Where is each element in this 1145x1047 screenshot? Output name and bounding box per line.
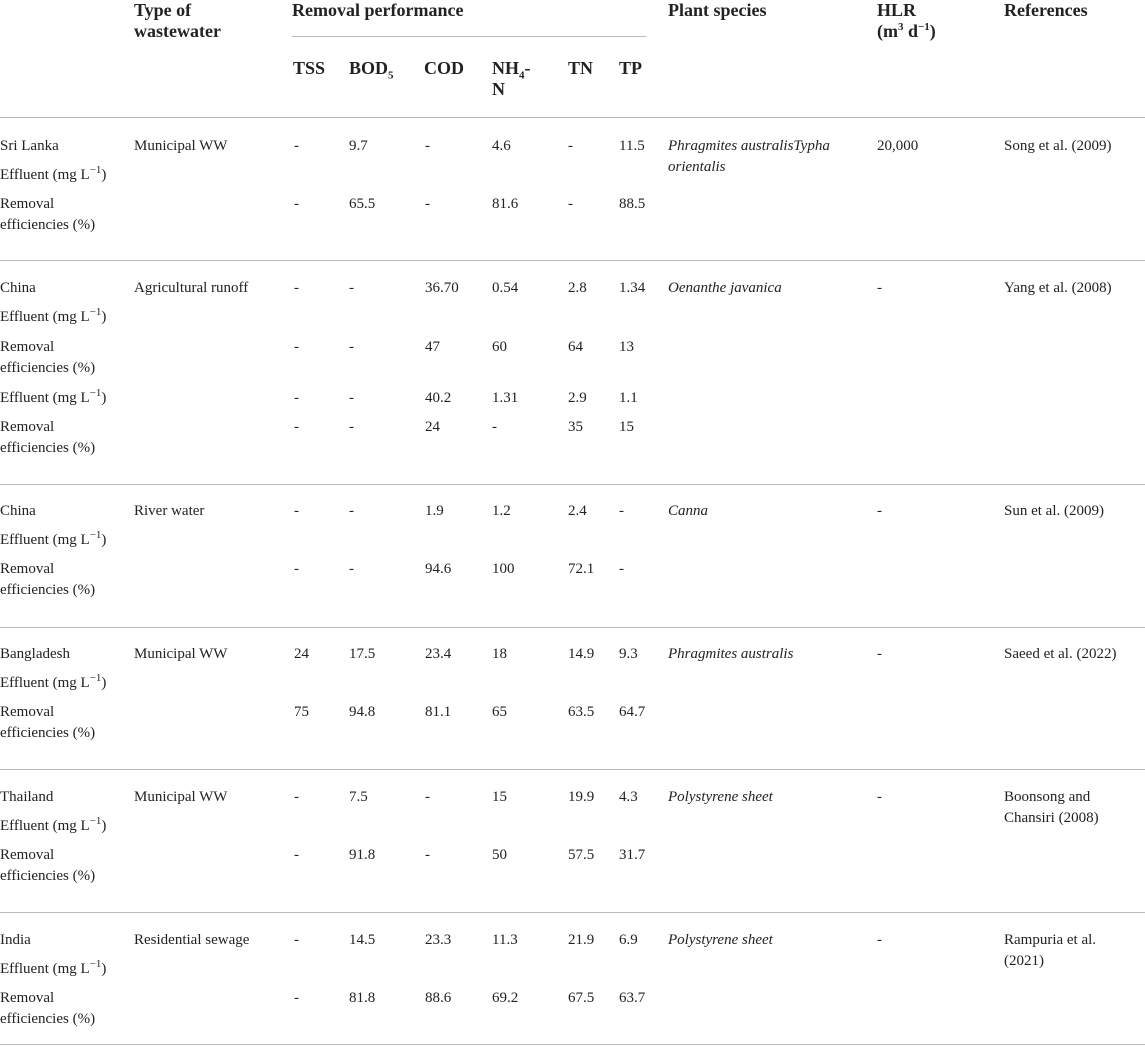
value-cell: 94.6	[425, 561, 452, 577]
value-cell: 64	[568, 339, 583, 355]
value-cell: 63.7	[619, 990, 646, 1006]
value-cell: 91.8	[349, 847, 376, 863]
value-cell: -	[349, 561, 354, 577]
value-cell: -	[425, 138, 430, 154]
removal-label	[0, 337, 95, 379]
removal-label	[0, 702, 95, 744]
value-cell: 15	[619, 419, 634, 435]
country-label: India	[0, 932, 31, 948]
removal-label	[0, 194, 95, 236]
value-cell: 13	[619, 339, 634, 355]
superscript: −1	[89, 387, 102, 399]
header-plant-species: Plant species	[668, 0, 767, 20]
value-cell: 36.70	[425, 280, 459, 296]
wastewater-type: Agricultural runoff	[134, 280, 249, 296]
group-rule	[0, 627, 1145, 628]
wastewater-type: Municipal WW	[134, 138, 228, 154]
superscript: −1	[89, 306, 102, 318]
value-cell: 2.9	[568, 390, 587, 406]
reference: Song et al. (2009)	[1004, 138, 1112, 154]
effluent-label	[0, 165, 106, 186]
reference: Rampuria et al. (2021)	[1004, 932, 1097, 969]
effluent-label	[0, 959, 106, 980]
effluent-close: )	[101, 961, 107, 977]
header-nh4n: $NH_4-$ N	[492, 58, 531, 99]
value-cell: -	[294, 138, 299, 154]
effluent-text: Effluent (mg L	[0, 961, 90, 977]
country-label: China	[0, 280, 36, 296]
effluent-label	[0, 530, 106, 551]
hlr-value: 20,000	[877, 138, 919, 154]
header-bod5: $BOD_5$	[349, 58, 394, 82]
value-cell: -	[619, 503, 624, 519]
value-cell: -	[294, 847, 299, 863]
group-rule	[0, 912, 1145, 913]
removal-text-2: efficiencies (%)	[0, 868, 96, 884]
value-cell: -	[349, 280, 354, 296]
hlr-value: -	[877, 932, 882, 948]
country-label: Thailand	[0, 789, 54, 805]
value-cell: 63.5	[568, 704, 595, 720]
effluent-label	[0, 388, 106, 409]
value-cell: 23.4	[425, 646, 452, 662]
superscript: −1	[89, 672, 102, 684]
value-cell: 23.3	[425, 932, 452, 948]
value-cell: 60	[492, 339, 507, 355]
value-cell: 94.8	[349, 704, 376, 720]
value-cell: -	[294, 561, 299, 577]
group-rule	[0, 484, 1145, 485]
removal-text-2: efficiencies (%)	[0, 725, 96, 741]
value-cell: 24	[294, 646, 309, 662]
value-cell: 21.9	[568, 932, 595, 948]
removal-text: Removal	[0, 561, 55, 577]
value-cell: 11.5	[619, 138, 645, 154]
value-cell: -	[349, 390, 354, 406]
header-tn: TN	[568, 58, 594, 78]
wastewater-type: Residential sewage	[134, 932, 250, 948]
value-cell: 75	[294, 704, 309, 720]
hlr-value: -	[877, 646, 882, 662]
value-cell: 65.5	[349, 196, 376, 212]
effluent-text: Effluent (mg L	[0, 309, 90, 325]
value-cell: -	[425, 196, 430, 212]
superscript: −1	[89, 529, 102, 541]
effluent-close: )	[101, 390, 107, 406]
plant-species: Canna	[668, 503, 709, 519]
value-cell: -	[294, 390, 299, 406]
removal-text: Removal	[0, 704, 55, 720]
value-cell: 1.34	[619, 280, 646, 296]
plant-species: Oenanthe javanica	[668, 280, 782, 296]
value-cell: 2.8	[568, 280, 587, 296]
header-references: References	[1004, 0, 1088, 20]
header-type-of-wastewater: Type of wastewater	[134, 0, 221, 41]
group-rule	[0, 769, 1145, 770]
effluent-close: )	[101, 309, 107, 325]
country-label: Sri Lanka	[0, 138, 59, 154]
value-cell: 81.8	[349, 990, 376, 1006]
country-label: China	[0, 503, 36, 519]
value-cell: 81.6	[492, 196, 519, 212]
value-cell: 14.9	[568, 646, 595, 662]
effluent-text: Effluent (mg L	[0, 675, 90, 691]
reference: Sun et al. (2009)	[1004, 503, 1104, 519]
removal-text-2: efficiencies (%)	[0, 440, 96, 456]
value-cell: 19.9	[568, 789, 595, 805]
value-cell: -	[294, 280, 299, 296]
value-cell: -	[568, 138, 573, 154]
value-cell: 14.5	[349, 932, 376, 948]
header-tp: TP	[619, 58, 643, 78]
header-cod: COD	[424, 58, 464, 78]
hlr-value: -	[877, 503, 882, 519]
value-cell: -	[349, 339, 354, 355]
value-cell: -	[294, 503, 299, 519]
value-cell: 18	[492, 646, 507, 662]
effluent-text: Effluent (mg L	[0, 818, 90, 834]
value-cell: 81.1	[425, 704, 452, 720]
value-cell: -	[349, 419, 354, 435]
group-rule	[0, 260, 1145, 261]
value-cell: 1.2	[492, 503, 511, 519]
hlr-value: -	[877, 280, 882, 296]
value-cell: 17.5	[349, 646, 376, 662]
wastewater-type: River water	[134, 503, 205, 519]
value-cell: 11.3	[492, 932, 518, 948]
superscript: −1	[89, 164, 102, 176]
value-cell: 0.54	[492, 280, 519, 296]
superscript: −1	[89, 958, 102, 970]
effluent-text: Effluent (mg L	[0, 390, 90, 406]
removal-text-2: efficiencies (%)	[0, 1011, 96, 1027]
effluent-label	[0, 673, 106, 694]
value-cell: 50	[492, 847, 507, 863]
removal-label	[0, 845, 95, 887]
removal-label	[0, 988, 95, 1030]
plant-species: Polystyrene sheet	[668, 789, 773, 805]
removal-text: Removal	[0, 847, 55, 863]
country-label: Bangladesh	[0, 646, 70, 662]
value-cell: 1.1	[619, 390, 638, 406]
value-cell: 15	[492, 789, 507, 805]
reference: Boonsong and Chansiri (2008)	[1004, 789, 1099, 826]
removal-text-2: efficiencies (%)	[0, 217, 96, 233]
value-cell: -	[619, 561, 624, 577]
effluent-text: Effluent (mg L	[0, 167, 90, 183]
reference: Yang et al. (2008)	[1004, 280, 1112, 296]
value-cell: 72.1	[568, 561, 595, 577]
value-cell: 9.7	[349, 138, 368, 154]
value-cell: 88.5	[619, 196, 646, 212]
plant-species: Phragmites australis	[668, 646, 794, 662]
effluent-close: )	[101, 167, 107, 183]
value-cell: 69.2	[492, 990, 519, 1006]
value-cell: 40.2	[425, 390, 452, 406]
value-cell: 65	[492, 704, 507, 720]
effluent-text: Effluent (mg L	[0, 532, 90, 548]
effluent-close: )	[101, 818, 107, 834]
effluent-label	[0, 816, 106, 837]
plant-species: Polystyrene sheet	[668, 932, 773, 948]
effluent-label	[0, 307, 106, 328]
value-cell: 88.6	[425, 990, 452, 1006]
value-cell: 64.7	[619, 704, 646, 720]
removal-text: Removal	[0, 990, 55, 1006]
value-cell: 4.6	[492, 138, 511, 154]
value-cell: 67.5	[568, 990, 595, 1006]
value-cell: 7.5	[349, 789, 368, 805]
group-rule	[0, 1044, 1145, 1045]
value-cell: 6.9	[619, 932, 638, 948]
value-cell: -	[294, 990, 299, 1006]
value-cell: 47	[425, 339, 440, 355]
value-cell: -	[294, 419, 299, 435]
value-cell: 35	[568, 419, 583, 435]
removal-text: Removal	[0, 196, 55, 212]
value-cell: 24	[425, 419, 440, 435]
value-cell: 31.7	[619, 847, 646, 863]
superscript: −1	[89, 815, 102, 827]
header-subline	[292, 36, 646, 37]
plant-species: Phragmites australisTypha orientalis	[668, 138, 830, 175]
value-cell: -	[294, 196, 299, 212]
value-cell: 4.3	[619, 789, 638, 805]
removal-text: Removal	[0, 339, 55, 355]
value-cell: 9.3	[619, 646, 638, 662]
value-cell: -	[349, 503, 354, 519]
header-hlr: HLR ($m^3$ $d^{-1}$)	[877, 0, 936, 41]
removal-text-2: efficiencies (%)	[0, 582, 96, 598]
value-cell: -	[294, 789, 299, 805]
value-cell: -	[294, 932, 299, 948]
value-cell: -	[425, 789, 430, 805]
value-cell: 1.9	[425, 503, 444, 519]
value-cell: 100	[492, 561, 515, 577]
value-cell: 1.31	[492, 390, 519, 406]
wastewater-type: Municipal WW	[134, 646, 228, 662]
value-cell: -	[492, 419, 497, 435]
value-cell: 2.4	[568, 503, 587, 519]
wastewater-type: Municipal WW	[134, 789, 228, 805]
value-cell: 57.5	[568, 847, 595, 863]
reference: Saeed et al. (2022)	[1004, 646, 1117, 662]
hlr-value: -	[877, 789, 882, 805]
header-removal-performance: Removal performance	[292, 0, 464, 20]
removal-text: Removal	[0, 419, 55, 435]
value-cell: -	[568, 196, 573, 212]
effluent-close: )	[101, 675, 107, 691]
value-cell: -	[425, 847, 430, 863]
removal-label	[0, 417, 95, 459]
value-cell: -	[294, 339, 299, 355]
removal-label	[0, 559, 95, 601]
header-rule	[0, 117, 1145, 118]
header-tss: TSS	[293, 58, 326, 78]
removal-text-2: efficiencies (%)	[0, 360, 96, 376]
effluent-close: )	[101, 532, 107, 548]
